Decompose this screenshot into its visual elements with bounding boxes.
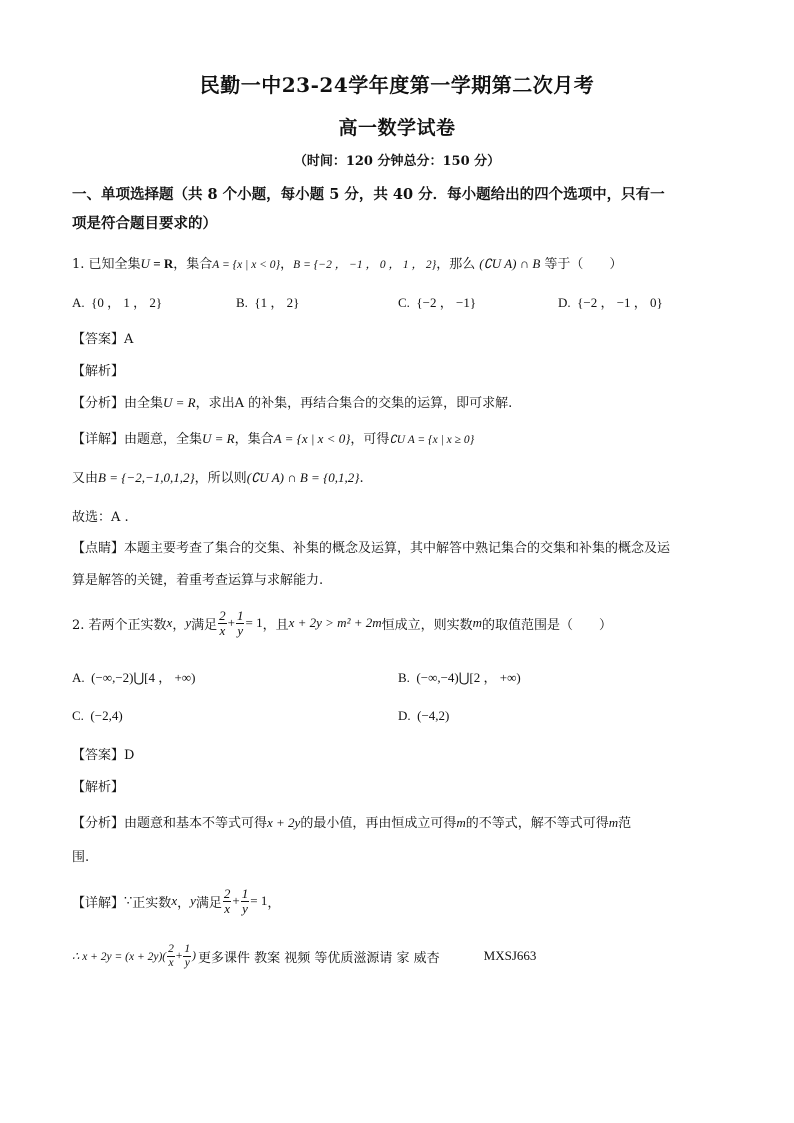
plus-sign: + [175,950,183,962]
q1-comma: ， [280,257,294,272]
analysis-math: m [608,815,619,830]
last-fraction-2-over-x [167,943,175,970]
q2-jiexi: 【解析】 [72,780,125,795]
q1-detail [72,428,474,447]
q1-expression: (∁U A) ∩ B [479,256,541,271]
fraction-denominator: x [168,956,174,969]
q2-holds-text: 恒成立，则实数 [381,617,473,633]
fraction-denominator: y [184,956,190,969]
q2-m: m [472,615,483,630]
q1-comment-line1: 【点睛】本题主要考查了集合的交集、补集的概念及运算，其中解答中熟记集合的交集和补集的概念及运 [72,541,671,556]
q1-equals-text: 等于（ ） [544,257,623,272]
fraction-denominator: x [224,900,231,916]
option-text: (−∞,−4)⋃[2 ， +∞) [416,670,521,685]
q2-detail [72,881,280,921]
q2-number: 2. 若两个正实数 [72,617,167,633]
analysis-text: 【分析】由题意和基本不等式可得 [72,816,268,831]
fraction-numerator: 2 [219,607,226,623]
q2-option-b [398,667,521,686]
fraction-numerator: 1 [236,607,244,623]
q1-stem [72,253,622,272]
q1-number: 1. 已知全集 [72,257,141,272]
option-text: (−4,2) [417,708,450,723]
analysis-text: ，求出A 的补集，再结合集合的交集的运算，即可求解. [195,396,513,411]
q1-answer: 【答案】A [72,332,134,347]
option-label: D. [398,708,411,723]
detail-x: x [171,893,178,908]
q1-B-def: B = {−2 ， −1 ， 0 ， 1 ， 2} [293,259,437,271]
section-heading-line2: 项是符合题目要求的） [72,215,217,232]
analysis-text: 的不等式，解不等式可得 [465,816,609,831]
detail-fraction-1-over-y [241,887,250,916]
q2-inequality: x + 2y > m² + 2m [288,615,382,630]
exam-title: 民勤一中23-24学年度第一学期第二次月考 [199,73,595,97]
close-paren: ) [192,950,196,962]
last-fraction-1-over-y [183,943,191,970]
detail-comma: ， [177,895,191,911]
option-label: A. [72,670,85,685]
detail-fraction-2-over-x [223,887,232,916]
analysis-text: 范 [618,816,632,831]
also-math: B = {−2,−1,0,1,2} [98,470,195,485]
q2-fraction-1-over-y [236,609,245,638]
q2-stem [72,603,612,643]
plus-sign: + [227,615,235,630]
q1-option-b [236,292,299,311]
detail-text: 【详解】由题意，全集 [72,432,203,447]
q2-option-a [72,667,195,686]
also-text: 又由 [72,471,99,486]
q1-set-text: ，集合 [173,257,213,272]
option-text: {−2 ， −1} [416,295,477,310]
q1-jiexi: 【解析】 [72,364,125,379]
q2-and-text: ，且 [262,617,289,633]
q1-U: U [140,256,150,271]
q2-analysis [72,812,631,831]
detail-text: 【详解】 [72,895,125,911]
q1-A-def: A = {x | x < 0} [212,259,281,271]
option-text: (−2,4) [90,708,123,723]
q1-option-c [398,292,476,311]
fraction-denominator: y [242,900,248,916]
q2-option-d [398,708,449,724]
equals-one: = 1 [250,893,268,908]
option-label: D. [558,295,571,310]
analysis-math: m [456,815,466,830]
q1-option-a [72,292,162,311]
time-note: （时间：120 分钟总分：150 分） [293,154,501,169]
expansion-math: ∴ x + 2y = (x + 2y)( [72,951,167,963]
option-text: {1 ， 2} [254,295,300,310]
option-label: C. [72,708,84,723]
detail-text: 满足 [195,895,222,911]
also-text: . [359,471,364,486]
detail-math: ∁U A = {x | x ≥ 0} [389,434,475,446]
option-label: B. [236,295,248,310]
analysis-text: 的最小值，再由恒成立可得 [300,816,457,831]
q2-x: x [166,615,173,630]
q2-option-c [72,708,123,724]
analysis-math: x + 2y [267,815,301,830]
fraction-numerator: 2 [168,942,174,955]
promo-code: MXSJ663 [483,948,537,963]
detail-text: ， [267,895,281,911]
fraction-numerator: 1 [184,942,191,955]
detail-text: 正实数 [132,895,172,911]
detail-math: A = {x | x < 0} [273,431,351,446]
q2-range-text: 的取值范围是（ ） [482,617,613,633]
exam-subtitle: 高一数学试卷 [338,117,456,139]
q2-last-line [72,936,536,976]
q2-satisfy-text: 满足 [191,617,218,633]
q1-choose: 故选：A . [72,510,129,525]
fraction-numerator: 1 [241,885,249,901]
fraction-denominator: y [237,622,244,638]
q1-also [72,467,364,486]
option-text: (−∞,−2)⋃[4 ， +∞) [91,670,196,685]
q1-eqR: = R [149,256,174,271]
promo-text: 更多课件 教案 视频 等优质滋源请 家 威杏 [197,950,440,966]
q2-answer: 【答案】D [72,748,135,763]
detail-text: ，集合 [234,432,274,447]
q1-then-text: ，那么 [436,257,476,272]
option-label: C. [398,295,410,310]
fraction-denominator: x [219,622,226,638]
option-text: {0 ， 1 ， 2} [91,295,163,310]
equals-one: = 1 [245,615,263,630]
analysis-text: 【分析】由全集 [72,396,164,411]
q1-comment-line2: 算是解答的关键，着重考查运算与求解能力. [72,573,324,588]
q1-option-d [558,292,663,311]
q2-analysis-line2: 围. [72,850,90,865]
because-symbol: ∵ [124,893,133,908]
plus-sign: + [232,893,240,908]
q2-y: y [185,615,192,630]
detail-text: ，可得 [350,432,390,447]
q2-comma: ， [172,617,186,633]
section-heading-line1: 一、单项选择题（共 8 个小题，每小题 5 分，共 40 分．每小题给出的四个选项中，只有一 [72,186,665,203]
fraction-numerator: 2 [223,885,231,901]
option-label: B. [398,670,410,685]
analysis-math: U = R [163,395,196,410]
detail-math: U = R [202,431,235,446]
q1-analysis [72,392,512,411]
also-text: ，所以则 [194,471,247,486]
option-label: A. [72,295,85,310]
q2-fraction-2-over-x [218,609,227,638]
detail-y: y [190,893,196,908]
also-math: (∁U A) ∩ B = {0,1,2} [246,470,360,485]
option-text: {−2 ， −1 ， 0} [577,295,663,310]
